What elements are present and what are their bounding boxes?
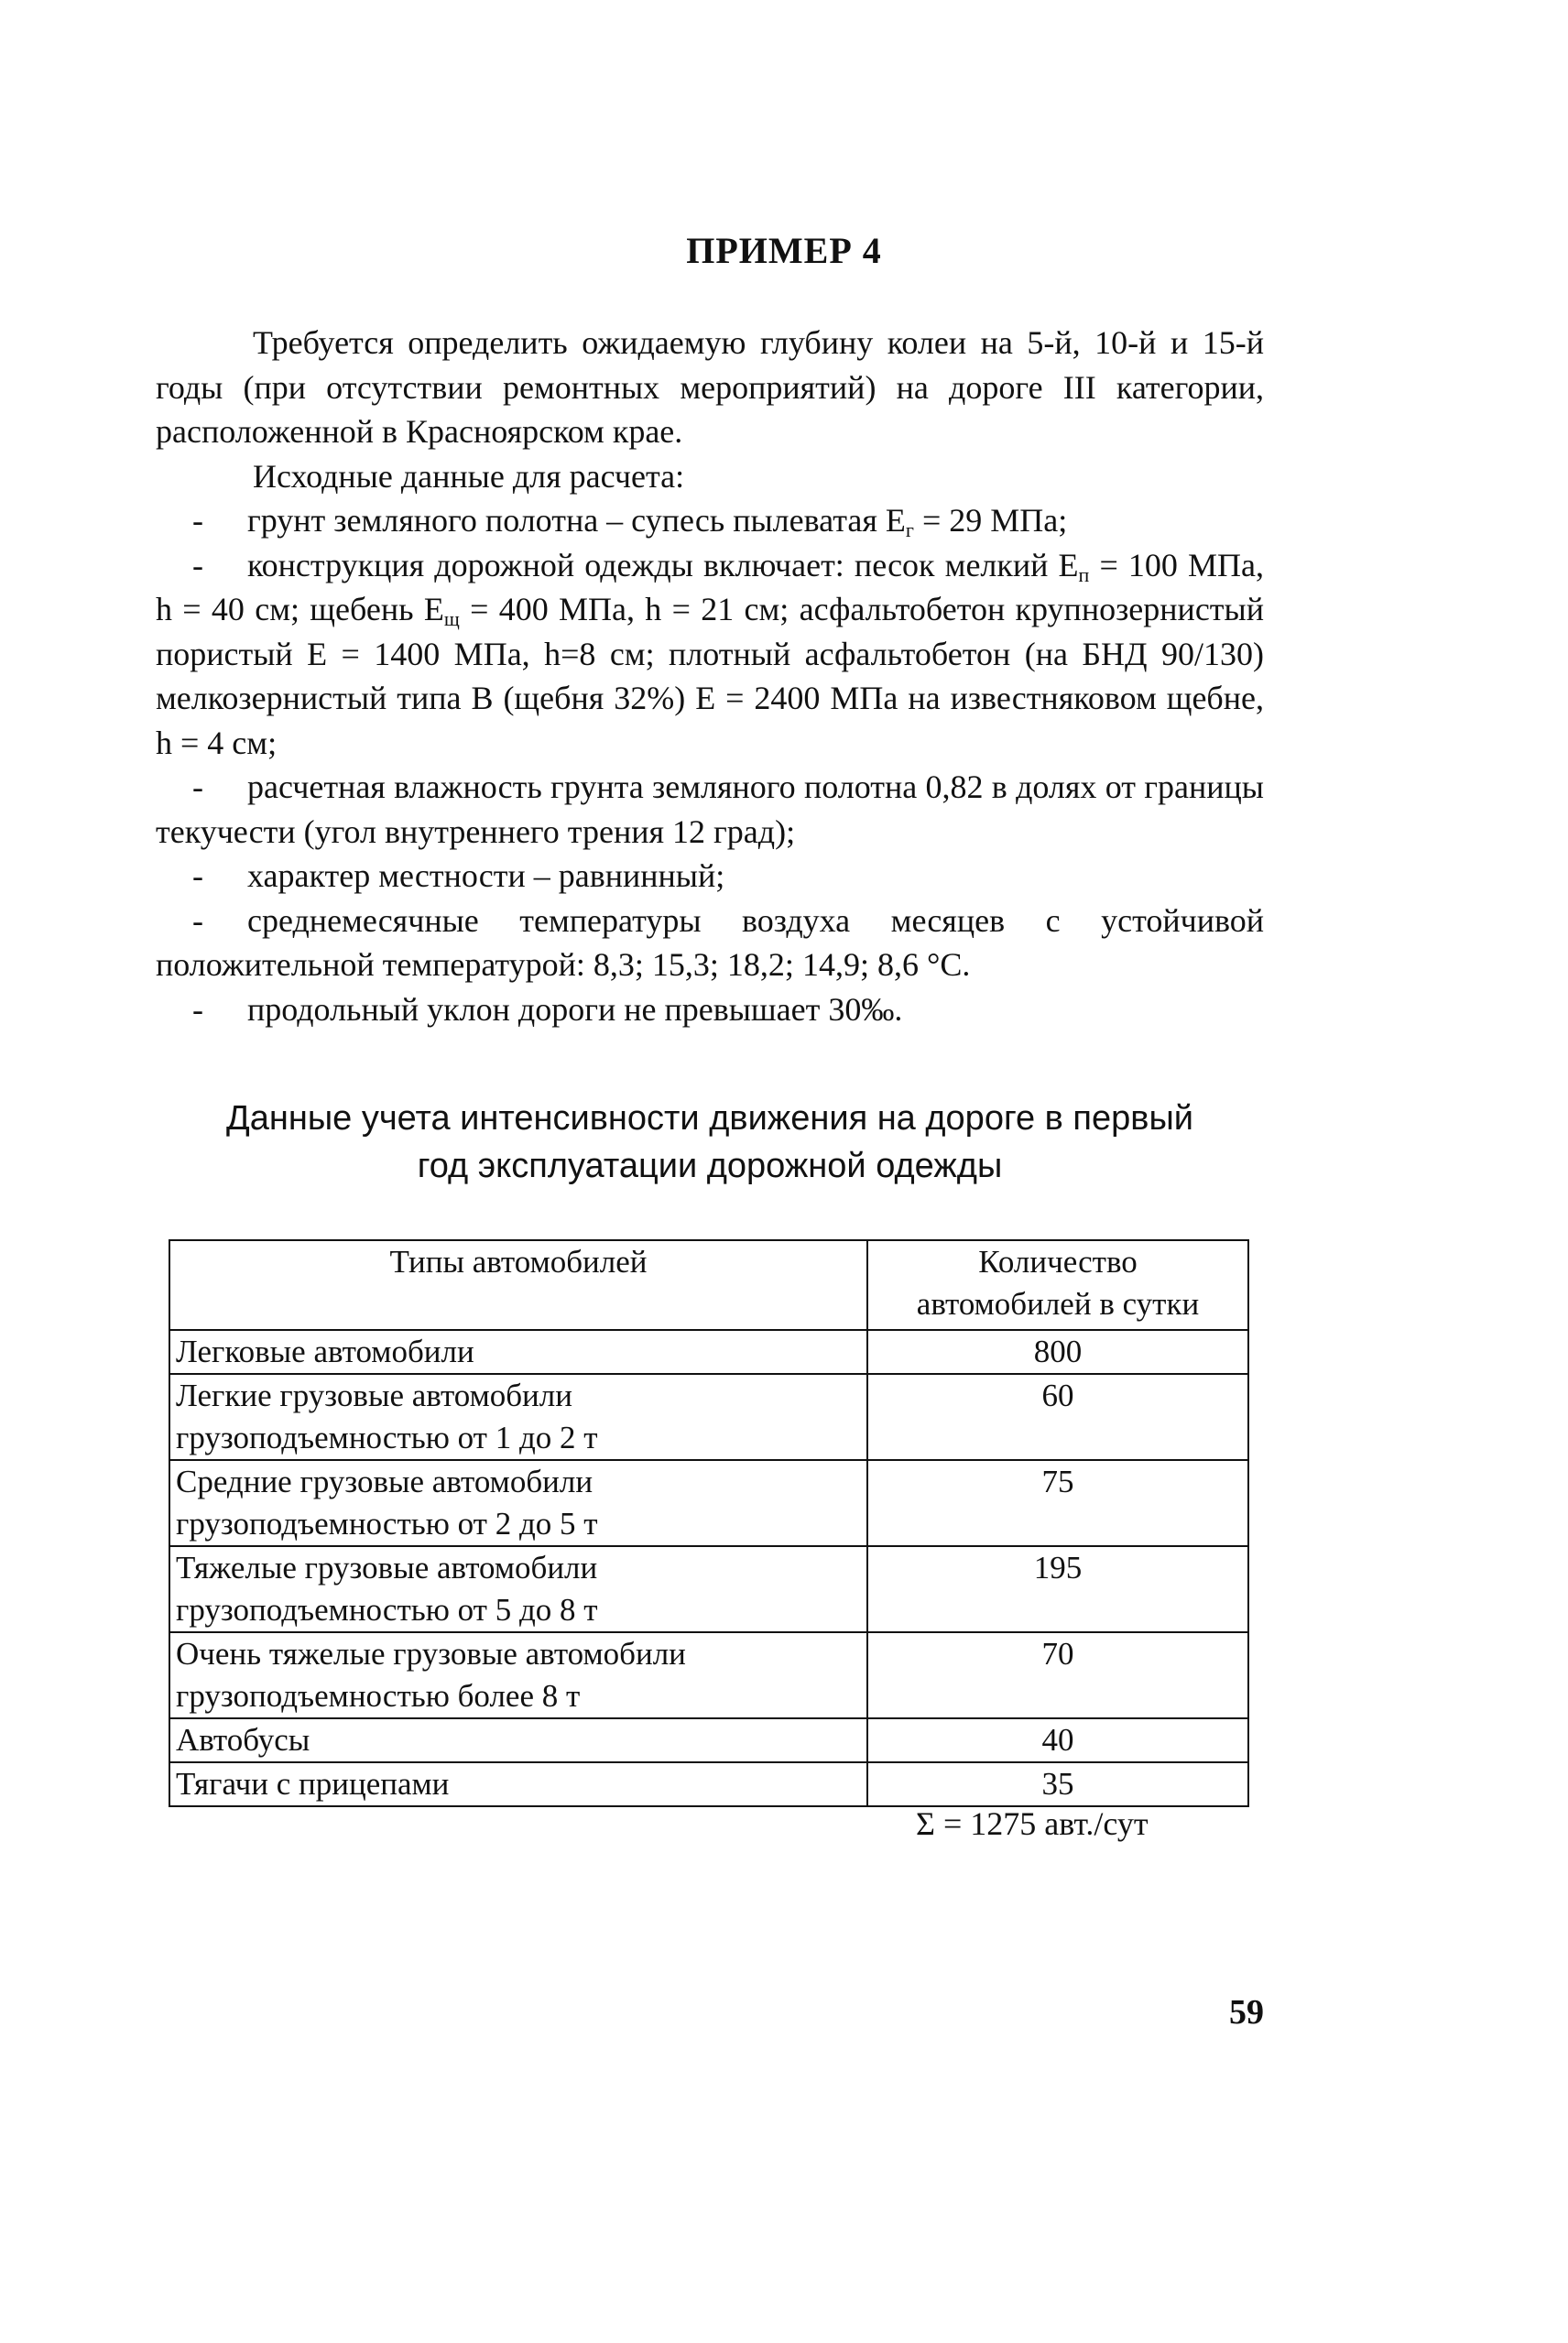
- vehicle-type-cell: Очень тяжелые грузовые автомобили грузоподъемностью более 8 т: [169, 1632, 867, 1718]
- table-row: [169, 1762, 1248, 1806]
- bullet-moisture: - расчетная влажность грунта земляного полотна 0,82 в долях от границы текучести (угол внутреннего трения 12 град);: [156, 765, 1264, 854]
- total-sum: Σ = 1275 авт./сут: [916, 1805, 1149, 1842]
- problem-text: [156, 321, 1264, 1031]
- vehicle-type-cell: Легкие грузовые автомобили грузоподъемностью от 1 до 2 т: [169, 1374, 867, 1460]
- bullet-temperatures: - среднемесячные температуры воздуха месяцев с устойчивой положительной температурой: 8,3; 15,3; 18,2; 14,9; 8,6 °C.: [156, 899, 1264, 987]
- page-number: 59: [1229, 1993, 1264, 2032]
- vehicle-count-cell: 40: [867, 1718, 1248, 1762]
- header-vehicle-count: Количество автомобилей в сутки: [867, 1240, 1248, 1330]
- bullet-dash: -: [192, 857, 203, 894]
- bullet-terrain: - характер местности – равнинный;: [156, 854, 1264, 899]
- table-row: [169, 1718, 1248, 1762]
- vehicle-count-cell: 75: [867, 1460, 1248, 1546]
- table-row: [169, 1632, 1248, 1718]
- vehicle-count-cell: 35: [867, 1762, 1248, 1806]
- table-caption: [128, 1095, 1291, 1190]
- table-caption-line2: год эксплуатации дорожной одежды: [417, 1147, 1003, 1185]
- header-vehicle-type: Типы автомобилей: [169, 1240, 867, 1330]
- vehicle-type-cell: Легковые автомобили: [169, 1330, 867, 1374]
- table-row: [169, 1330, 1248, 1374]
- vehicle-type-cell: Тяжелые грузовые автомобили грузоподъемностью от 5 до 8 т: [169, 1546, 867, 1632]
- vehicle-count-cell: 60: [867, 1374, 1248, 1460]
- vehicle-count-cell: 800: [867, 1330, 1248, 1374]
- vehicle-count-cell: 195: [867, 1546, 1248, 1632]
- page-title: ПРИМЕР 4: [686, 230, 882, 271]
- table-header-row: [169, 1240, 1248, 1330]
- bullet-dash: -: [192, 901, 203, 939]
- table-caption-line1: Данные учета интенсивности движения на дороге в первый: [226, 1099, 1193, 1138]
- traffic-table: [169, 1239, 1249, 1807]
- vehicle-type-cell: Автобусы: [169, 1718, 867, 1762]
- table-row: [169, 1374, 1248, 1460]
- bullet-dash: -: [192, 768, 203, 805]
- vehicle-count-cell: 70: [867, 1632, 1248, 1718]
- source-data-heading: Исходные данные для расчета:: [253, 457, 685, 495]
- bullet-slope: - продольный уклон дороги не превышает 30‰.: [156, 987, 1264, 1032]
- vehicle-type-cell: Тягачи с прицепами: [169, 1762, 867, 1806]
- bullet-dash: -: [192, 546, 203, 583]
- table-row: [169, 1546, 1248, 1632]
- intro-paragraph: Требуется определить ожидаемую глубину колеи на 5-й, 10-й и 15-й годы (при отсутствии ремонтных мероприятий) на дороге III категории, расположенной в Красноярском крае.: [156, 324, 1264, 450]
- bullet-dash: -: [192, 990, 203, 1028]
- vehicle-type-cell: Средние грузовые автомобили грузоподъемностью от 2 до 5 т: [169, 1460, 867, 1546]
- bullet-soil: - грунт земляного полотна – супесь пылеватая $E_г = 29$ МПа;: [156, 498, 1264, 543]
- bullet-pavement: - конструкция дорожной одежды включает: песок мелкий $E_п = 100$ МПа, h = 40 см; щебень $E_щ = 400$ МПа, h = 21 см; асфальтобетон крупнозернистый пористый E = 1400 МПа, h=8 см; плотный асфальтобетон (на БНД 90/130) мелкозернистый типа В (щебня 32%) E = 2400 МПа на известняковом щебне, h = 4 см;: [156, 543, 1264, 766]
- table-row: [169, 1460, 1248, 1546]
- bullet-dash: -: [192, 502, 203, 539]
